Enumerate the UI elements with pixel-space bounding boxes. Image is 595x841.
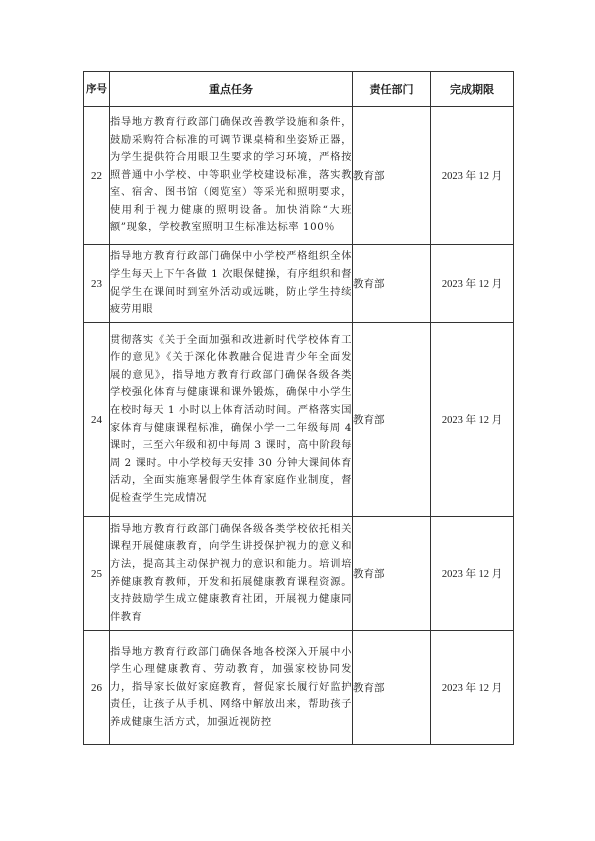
- row-num: 26: [84, 631, 110, 745]
- header-date: 完成期限: [431, 72, 514, 107]
- row-dept: 教育部: [353, 245, 431, 323]
- row-dept: 教育部: [353, 517, 431, 631]
- row-num: 25: [84, 517, 110, 631]
- row-task: 指导地方教育行政部门确保各地各校深入开展中小学生心理健康教育、劳动教育，加强家校协同发力，指导家长做好家庭教育，督促家长履行好监护责任，让孩子从手机、网络中解放出来，帮助孩子养成健康生活方式，加强近视防控: [110, 631, 353, 745]
- table-row: [84, 323, 514, 517]
- row-dept: 教育部: [353, 631, 431, 745]
- row-date: 2023 年 12 月: [431, 517, 514, 631]
- row-date: 2023 年 12 月: [431, 245, 514, 323]
- row-num: 24: [84, 323, 110, 517]
- row-task: 指导地方教育行政部门确保改善教学设施和条件，鼓励采购符合标准的可调节课桌椅和坐姿矫正器，为学生提供符合用眼卫生要求的学习环境，严格按照普通中小学校、中等职业学校建设标准，落实教室、宿舍、图书馆（阅览室）等采光和照明要求，使用利于视力健康的照明设备。加快消除“大班额”现象，学校教室照明卫生标准达标率 100％: [110, 107, 353, 245]
- row-date: 2023 年 12 月: [431, 323, 514, 517]
- row-date: 2023 年 12 月: [431, 107, 514, 245]
- row-dept: 教育部: [353, 323, 431, 517]
- header-num: 序号: [84, 72, 110, 107]
- table-row: [84, 517, 514, 631]
- header-dept: 责任部门: [353, 72, 431, 107]
- row-num: 23: [84, 245, 110, 323]
- table-row: [84, 107, 514, 245]
- table-row: [84, 245, 514, 323]
- task-table: [83, 71, 514, 745]
- header-task: 重点任务: [110, 72, 353, 107]
- row-task: 贯彻落实《关于全面加强和改进新时代学校体育工作的意见》《关于深化体教融合促进青少年全面发展的意见》，指导地方教育行政部门确保各级各类学校强化体育与健康课和课外锻炼，确保中小学生在校时每天 1 小时以上体育活动时间。严格落实国家体育与健康课程标准，确保小学一二年级每周 4 课时，三至六年级和初中每周 3 课时，高中阶段每周 2 课时。中小学校每天安排 30 分钟大课间体育活动，全面实施寒暑假学生体育家庭作业制度，督促检查学生完成情况: [110, 323, 353, 517]
- row-num: 22: [84, 107, 110, 245]
- row-dept: 教育部: [353, 107, 431, 245]
- row-date: 2023 年 12 月: [431, 631, 514, 745]
- table-row: [84, 631, 514, 745]
- table-header-row: [84, 72, 514, 107]
- row-task: 指导地方教育行政部门确保中小学校严格组织全体学生每天上下午各做 1 次眼保健操，有序组织和督促学生在课间时到室外活动或远眺，防止学生持续疲劳用眼: [110, 245, 353, 323]
- row-task: 指导地方教育行政部门确保各级各类学校依托相关课程开展健康教育，向学生讲授保护视力的意义和方法，提高其主动保护视力的意识和能力。培训培养健康教育教师，开发和拓展健康教育课程资源。支持鼓励学生成立健康教育社团，开展视力健康同伴教育: [110, 517, 353, 631]
